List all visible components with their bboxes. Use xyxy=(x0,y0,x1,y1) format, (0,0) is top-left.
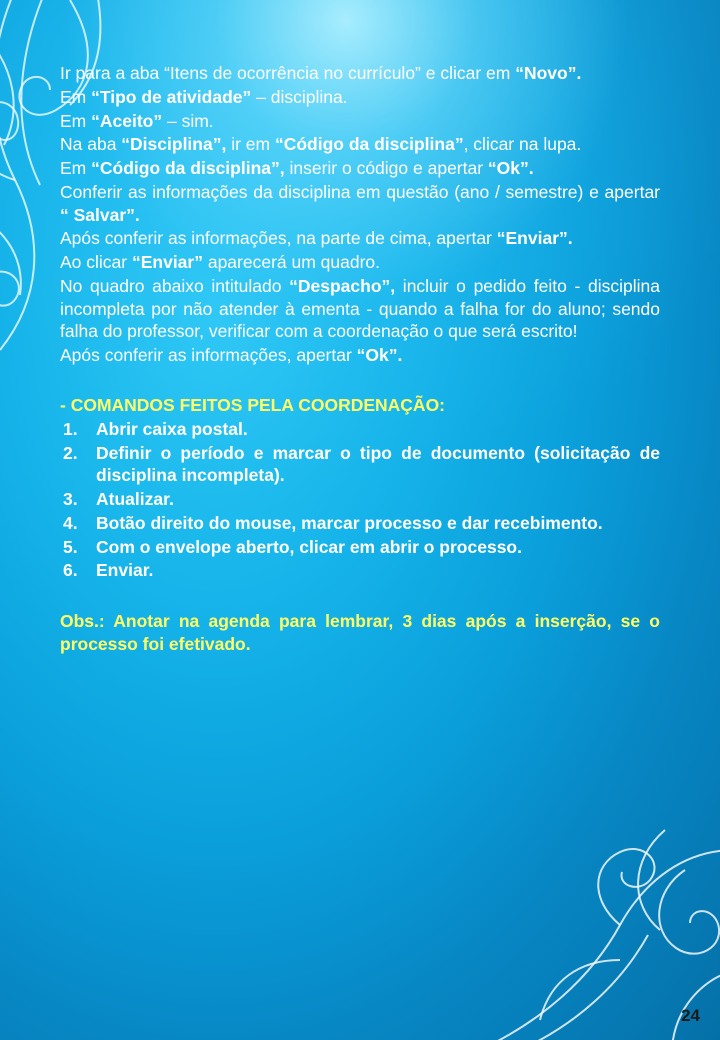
list-item-label: Botão direito do mouse, marcar processo e dar recebimento. xyxy=(96,512,603,533)
text-run: Ao clicar xyxy=(60,252,132,272)
text-run: ir em xyxy=(226,134,275,155)
text-run-bold: “Ok”. xyxy=(356,345,403,365)
list-item-label: Atualizar. xyxy=(96,489,174,509)
observation-note: Obs.: Anotar na agenda para lembrar, 3 dias após a inserção, se o processo foi efetivado. xyxy=(60,611,660,654)
list-item-label: Enviar. xyxy=(96,560,154,581)
text-run-bold: “Código da disciplina” xyxy=(274,134,464,155)
text-run-bold: “Aceito” xyxy=(91,110,163,131)
list-item-label: Definir o período e marcar o tipo de documento (solicitação de disciplina incompleta). xyxy=(96,442,660,486)
text-run-bold: “Enviar”. xyxy=(496,228,573,249)
text-run-bold: “Ok”. xyxy=(487,158,534,178)
text-run-bold: “Novo”. xyxy=(515,63,582,83)
list-item-number: 4. xyxy=(63,512,78,533)
list-item xyxy=(60,488,660,511)
list-item-label: Abrir caixa postal. xyxy=(96,418,248,439)
text-run: – disciplina. xyxy=(251,86,348,107)
list-item-label: Com o envelope aberto, clicar em abrir o processo. xyxy=(96,536,522,557)
text-run: Ir para a aba “Itens de ocorrência no currículo” e clicar em xyxy=(60,63,516,83)
text-run-bold: “Disciplina”, xyxy=(121,134,227,155)
list-item xyxy=(60,536,660,559)
list-item-number: 3. xyxy=(63,489,78,509)
list-item xyxy=(60,442,660,488)
text-run-bold: “Enviar” xyxy=(131,252,203,272)
instruction-paragraph-2 xyxy=(60,86,660,109)
slide-body xyxy=(60,62,660,656)
instruction-paragraph-10 xyxy=(60,344,660,367)
instruction-paragraph-6 xyxy=(60,181,660,227)
text-run: Em xyxy=(60,158,92,178)
text-run: , clicar na lupa. xyxy=(463,134,582,155)
text-run: aparecerá um quadro. xyxy=(202,252,381,272)
commands-list xyxy=(60,418,660,582)
list-item xyxy=(60,418,660,441)
text-run-bold: “Tipo de atividade” xyxy=(91,86,252,107)
text-run: – sim. xyxy=(162,110,214,131)
instruction-paragraph-9 xyxy=(60,275,660,343)
text-run: incluir o pedido feito - disciplina incompleta por não atender à ementa - quando a falha for do aluno; sendo falha do professor, verificar com a coordenação o que será escrito! xyxy=(60,275,660,342)
list-item-number: 1. xyxy=(63,418,78,439)
text-run: inserir o código e apertar xyxy=(284,158,488,178)
instruction-paragraph-5 xyxy=(60,157,660,180)
text-run-bold: “Despacho”, xyxy=(289,275,396,296)
text-run: Em xyxy=(60,86,92,107)
text-run: Na aba xyxy=(60,134,122,155)
page-number: 24 xyxy=(681,1006,700,1025)
text-run: Conferir as informações da disciplina em questão (ano / semestre) e apertar xyxy=(60,181,660,202)
instruction-paragraph-7 xyxy=(60,227,660,250)
section-heading: - COMANDOS FEITOS PELA COORDENAÇÃO: xyxy=(60,394,446,415)
instruction-paragraph-8 xyxy=(60,251,660,274)
list-item-number: 6. xyxy=(63,560,78,581)
list-item xyxy=(60,559,660,582)
list-item-number: 5. xyxy=(63,536,78,557)
text-run: Após conferir as informações, apertar xyxy=(60,345,357,365)
text-run: No quadro abaixo intitulado xyxy=(60,275,290,296)
text-run-bold: “Código da disciplina”, xyxy=(91,158,285,178)
instruction-paragraph-4 xyxy=(60,133,660,156)
instruction-paragraph-1 xyxy=(60,62,660,85)
text-run: Após conferir as informações, na parte de cima, apertar xyxy=(60,228,497,249)
list-item-number: 2. xyxy=(63,442,78,463)
instruction-paragraph-3 xyxy=(60,110,660,133)
list-item xyxy=(60,512,660,535)
text-run-bold: “ Salvar”. xyxy=(60,204,140,225)
text-run: Em xyxy=(60,110,92,131)
